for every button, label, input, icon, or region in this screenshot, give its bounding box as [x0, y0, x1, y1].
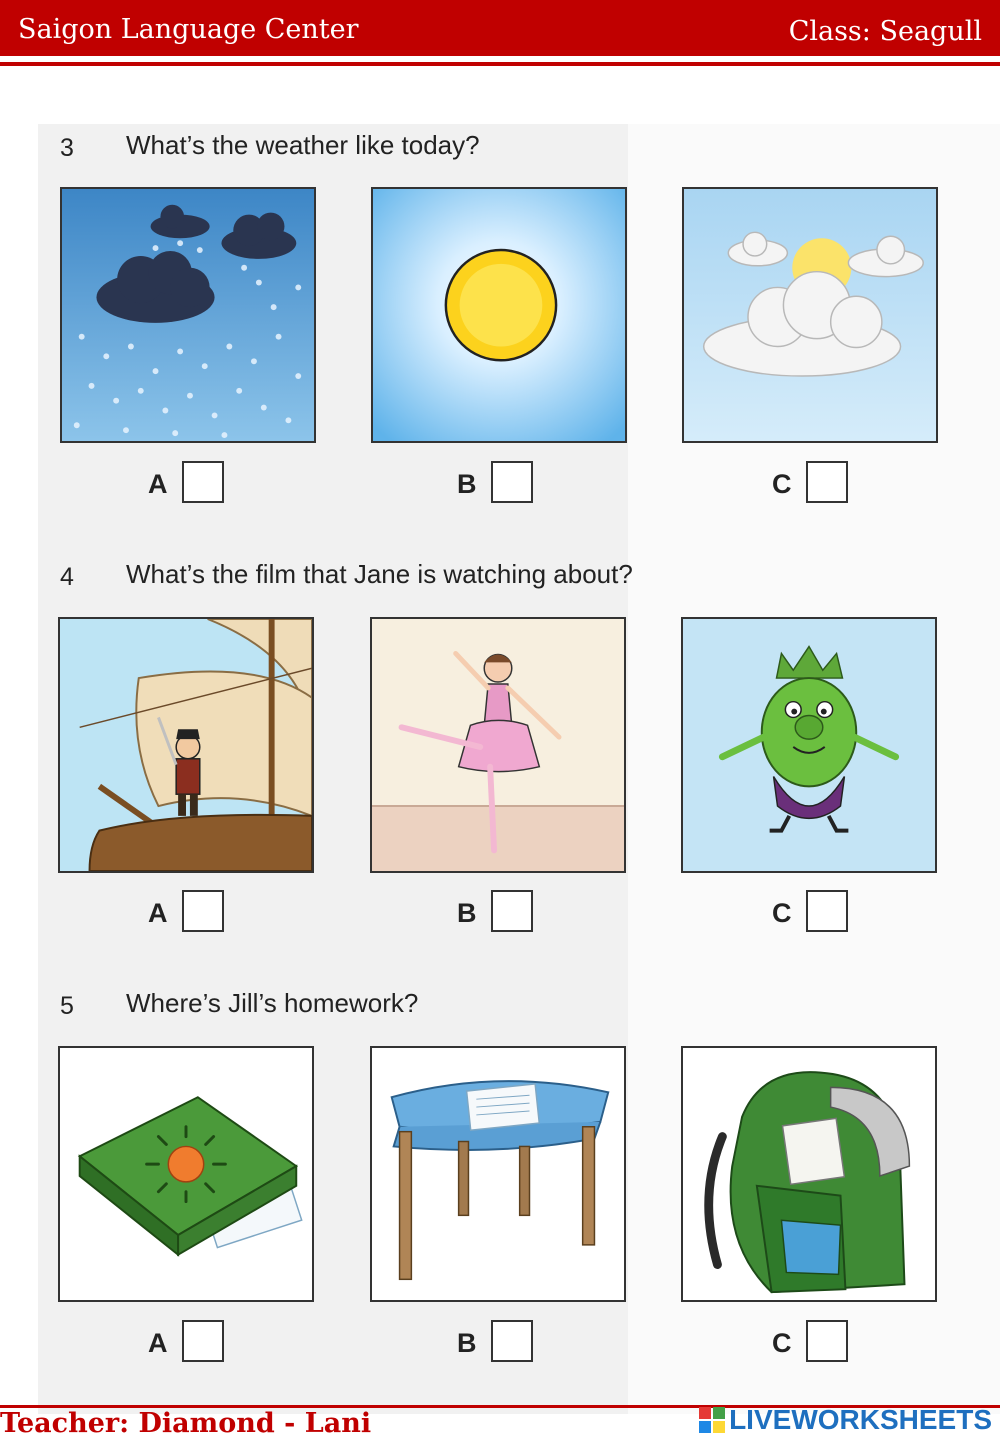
option-letter: B	[457, 469, 477, 499]
question-5-number: 5	[60, 992, 74, 1020]
answer-checkbox-3a[interactable]	[182, 461, 224, 503]
answer-checkbox-3c[interactable]	[806, 461, 848, 503]
answer-checkbox-5a[interactable]	[182, 1320, 224, 1362]
green-monster-image	[681, 617, 937, 873]
pirate-ship-image	[58, 617, 314, 873]
question-3-number: 3	[60, 134, 74, 162]
answer-checkbox-3b[interactable]	[491, 461, 533, 503]
ballerina-image	[370, 617, 626, 873]
class-label: Class: Seagull	[788, 16, 982, 47]
sun-image	[371, 187, 627, 443]
logo-grid-icon	[699, 1407, 725, 1433]
option-letter: C	[772, 1328, 792, 1358]
green-book-image	[58, 1046, 314, 1302]
answer-checkbox-5b[interactable]	[491, 1320, 533, 1362]
option-letter: A	[148, 469, 168, 499]
header-bar	[0, 0, 1000, 56]
question-5-text: Where’s Jill’s homework?	[126, 988, 419, 1018]
option-letter: C	[772, 469, 792, 499]
option-letter: B	[457, 898, 477, 928]
brand-name: LIVEWORKSHEETS	[729, 1404, 992, 1435]
question-4-text: What’s the film that Jane is watching about?	[126, 559, 633, 589]
option-letter: B	[457, 1328, 477, 1358]
desk-image	[370, 1046, 626, 1302]
option-letter: A	[148, 898, 168, 928]
backpack-image	[681, 1046, 937, 1302]
header-divider	[0, 62, 1000, 66]
option-letter: C	[772, 898, 792, 928]
answer-checkbox-4b[interactable]	[491, 890, 533, 932]
answer-checkbox-5c[interactable]	[806, 1320, 848, 1362]
answer-checkbox-4c[interactable]	[806, 890, 848, 932]
rainy-clouds-image	[60, 187, 316, 443]
answer-checkbox-4a[interactable]	[182, 890, 224, 932]
question-4-number: 4	[60, 563, 74, 591]
liveworksheets-logo[interactable]	[699, 1404, 992, 1436]
cloudy-sun-image	[682, 187, 938, 443]
teacher-name: Teacher: Diamond - Lani	[0, 1408, 372, 1439]
school-name: Saigon Language Center	[18, 14, 359, 45]
question-3-text: What’s the weather like today?	[126, 130, 480, 160]
option-letter: A	[148, 1328, 168, 1358]
